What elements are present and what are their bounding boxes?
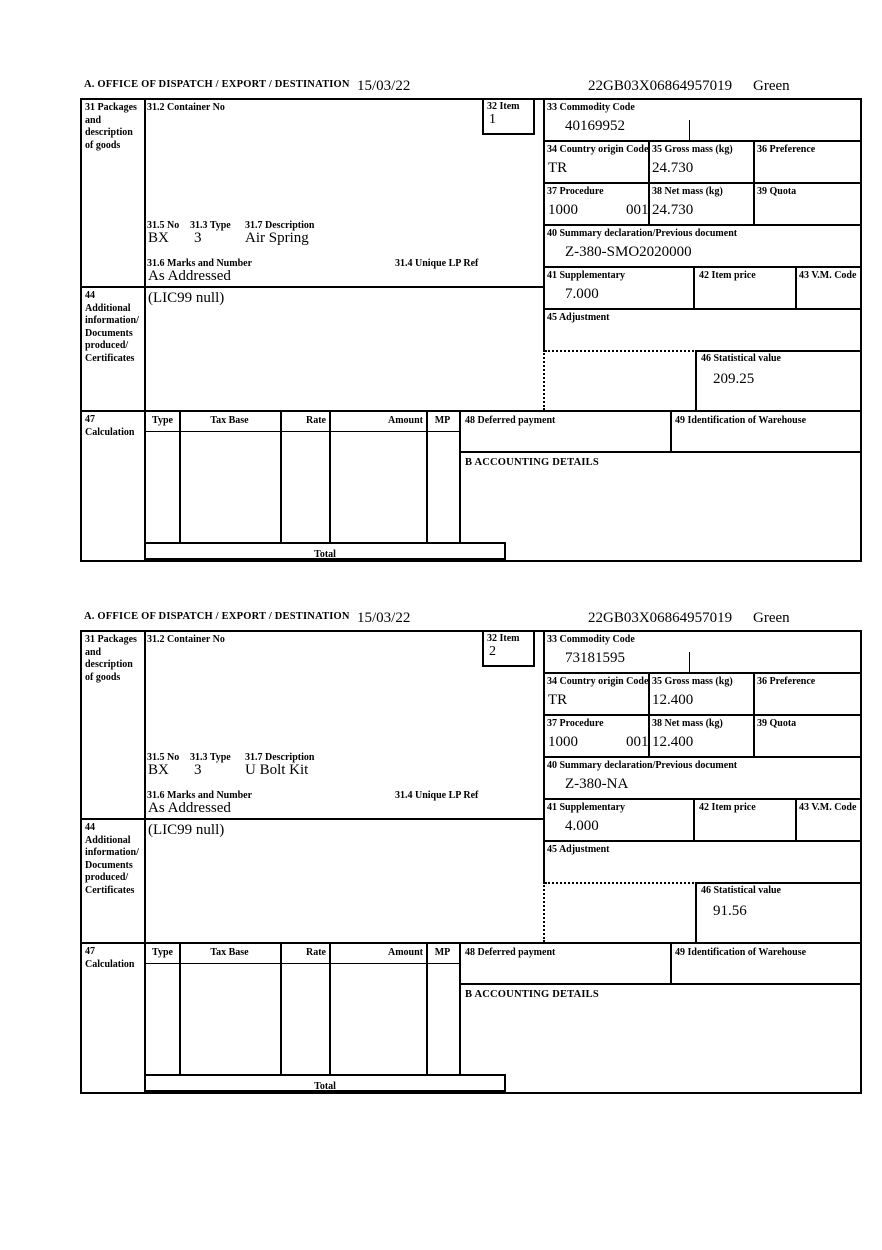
additional-information-value: (LIC99 null) — [148, 822, 225, 838]
package-no-label: 31.5 No — [147, 220, 180, 231]
mrn-value: 22GB03X06864957019 — [588, 78, 733, 94]
commodity-code-label: 33 Commodity Code — [547, 634, 635, 645]
description-value: U Bolt Kit — [245, 762, 309, 778]
label-line: and — [85, 114, 102, 126]
total-label: Total — [314, 549, 336, 560]
label-line: description — [85, 659, 133, 670]
routing-status: Green — [753, 610, 790, 626]
commodity-code-tick — [689, 652, 690, 672]
col-line-35-36 — [753, 140, 755, 224]
supplementary-value: 4.000 — [565, 818, 599, 834]
left-column-divider — [144, 100, 146, 560]
package-no-value: BX — [148, 762, 169, 778]
col-line-41-42 — [693, 266, 695, 308]
calc-col-type: Type — [152, 947, 173, 958]
box44-top-line — [82, 818, 545, 820]
gross-mass-value: 12.400 — [652, 692, 694, 708]
calc-col-mp: MP — [434, 415, 451, 426]
row-line-45 — [543, 840, 860, 842]
office-of-dispatch-label: A. OFFICE OF DISPATCH / EXPORT / DESTINATION — [84, 611, 350, 622]
container-no-label: 31.2 Container No — [147, 102, 225, 113]
box44-additional-info-label — [85, 290, 139, 365]
procedure-value: 1000 — [548, 734, 578, 750]
net-mass-value: 12.400 — [652, 734, 694, 750]
net-mass-value: 24.730 — [652, 202, 694, 218]
box31-packages-label — [85, 102, 137, 152]
label-line: Documents — [85, 859, 133, 871]
mrn-value: 22GB03X06864957019 — [588, 610, 733, 626]
label-line: 31 Packages — [85, 634, 137, 645]
item-label: 32 Item — [487, 101, 520, 112]
supplementary-value: 7.000 — [565, 286, 599, 302]
label-line: Calculation — [85, 426, 135, 438]
col-line-48-49 — [670, 944, 672, 985]
label-line: Certificates — [85, 884, 135, 896]
item-price-label: 42 Item price — [699, 802, 756, 813]
total-label: Total — [314, 1081, 336, 1092]
accounting-top-line — [460, 983, 860, 985]
label-line: produced/ — [85, 872, 129, 883]
calc-total-row — [144, 1074, 506, 1092]
procedure-label: 37 Procedure — [547, 186, 604, 197]
declaration-item-section — [80, 610, 862, 1094]
row-line-45 — [543, 308, 860, 310]
unique-lp-ref-label: 31.4 Unique LP Ref — [395, 258, 479, 269]
gross-mass-value: 24.730 — [652, 160, 694, 176]
quota-label: 39 Quota — [757, 186, 797, 197]
label-line: Certificates — [85, 352, 135, 364]
adjustment-label: 45 Adjustment — [547, 844, 610, 855]
accounting-details-label: B ACCOUNTING DETAILS — [465, 457, 599, 468]
col-line-42-43 — [795, 266, 797, 308]
calc-row-top-line — [82, 410, 860, 412]
description-label: 31.7 Description — [245, 220, 315, 231]
label-line: 47 — [85, 946, 95, 957]
commodity-code-value: 40169952 — [565, 118, 625, 134]
package-no-label: 31.5 No — [147, 752, 180, 763]
country-origin-value: TR — [548, 160, 568, 176]
label-line: of goods — [85, 671, 121, 683]
supplementary-label: 41 Supplementary — [547, 802, 626, 813]
net-mass-label: 38 Net mass (kg) — [652, 718, 723, 729]
label-line: 47 — [85, 414, 95, 425]
item-number-value: 2 — [489, 644, 496, 659]
deferred-payment-label: 48 Deferred payment — [465, 947, 556, 958]
label-line: 44 — [85, 290, 95, 301]
calc-total-row — [144, 542, 506, 560]
dotted-horizontal-divider — [545, 882, 697, 884]
label-line: Calculation — [85, 958, 135, 970]
item-number-box — [482, 100, 535, 135]
calc-header-underline — [146, 963, 461, 964]
accounting-details-label: B ACCOUNTING DETAILS — [465, 989, 599, 1000]
package-type-value: 3 — [194, 762, 202, 778]
package-type-label: 31.3 Type — [190, 752, 231, 763]
country-origin-label: 34 Country origin Code — [547, 144, 649, 155]
item-number-box — [482, 632, 535, 667]
adjustment-label: 45 Adjustment — [547, 312, 610, 323]
item-number-value: 1 — [489, 112, 496, 127]
package-type-value: 3 — [194, 230, 202, 246]
warehouse-id-label: 49 Identification of Warehouse — [675, 415, 807, 426]
description-value: Air Spring — [245, 230, 309, 246]
item-price-label: 42 Item price — [699, 270, 756, 281]
net-mass-label: 38 Net mass (kg) — [652, 186, 723, 197]
calc-header-underline — [146, 431, 461, 432]
label-line: Documents — [85, 327, 133, 339]
unique-lp-ref-label: 31.4 Unique LP Ref — [395, 790, 479, 801]
dotted-horizontal-divider — [545, 350, 697, 352]
calc-col-tax-base: Tax Base — [210, 415, 249, 426]
calc-col-tax-base: Tax Base — [210, 947, 249, 958]
left-column-divider — [144, 632, 146, 1092]
marks-label: 31.6 Marks and Number — [147, 258, 253, 269]
statistical-value: 209.25 — [713, 371, 755, 387]
col-line-42-43 — [795, 798, 797, 840]
calc-row-top-line — [82, 942, 860, 944]
calc-col-mp: MP — [434, 947, 451, 958]
acceptance-date: 15/03/22 — [357, 78, 411, 94]
procedure-value: 1000 — [548, 202, 578, 218]
col-line-35-36 — [753, 672, 755, 756]
commodity-code-label: 33 Commodity Code — [547, 102, 635, 113]
office-of-dispatch-label: A. OFFICE OF DISPATCH / EXPORT / DESTINATION — [84, 79, 350, 90]
warehouse-id-label: 49 Identification of Warehouse — [675, 947, 807, 958]
row-line-40 — [543, 266, 860, 268]
label-line: and — [85, 646, 102, 658]
box31-packages-label — [85, 634, 137, 684]
summary-declaration-label: 40 Summary declaration/Previous document — [547, 228, 738, 239]
description-label: 31.7 Description — [245, 752, 315, 763]
country-origin-label: 34 Country origin Code — [547, 676, 649, 687]
procedure-label: 37 Procedure — [547, 718, 604, 729]
container-no-label: 31.2 Container No — [147, 634, 225, 645]
deferred-payment-label: 48 Deferred payment — [465, 415, 556, 426]
quota-label: 39 Quota — [757, 718, 797, 729]
marks-value: As Addressed — [148, 268, 231, 284]
country-origin-value: TR — [548, 692, 568, 708]
marks-value: As Addressed — [148, 800, 231, 816]
row-line-33 — [543, 672, 860, 674]
procedure-suffix-value: 001 — [626, 734, 649, 750]
row-line-37 — [543, 756, 860, 758]
calc-col-type: Type — [152, 415, 173, 426]
acceptance-date: 15/03/22 — [357, 610, 411, 626]
box44-top-line — [82, 286, 545, 288]
package-no-value: BX — [148, 230, 169, 246]
row-line-40 — [543, 798, 860, 800]
preference-label: 36 Preference — [757, 144, 816, 155]
commodity-code-tick — [689, 120, 690, 140]
commodity-code-value: 73181595 — [565, 650, 625, 666]
label-line: information/ — [85, 315, 139, 326]
declaration-item-section — [80, 78, 862, 562]
row-line-37 — [543, 224, 860, 226]
summary-declaration-value: Z-380-SMO2020000 — [565, 244, 692, 260]
routing-status: Green — [753, 78, 790, 94]
dotted-vertical-divider — [543, 882, 545, 942]
label-line: Additional — [85, 302, 131, 314]
marks-label: 31.6 Marks and Number — [147, 790, 253, 801]
row-line-33 — [543, 140, 860, 142]
item-label: 32 Item — [487, 633, 520, 644]
gross-mass-label: 35 Gross mass (kg) — [652, 676, 733, 687]
calc-col-rate: Rate — [306, 415, 326, 426]
calc-col-amount: Amount — [387, 947, 423, 958]
box47-calculation-label — [85, 946, 134, 971]
box47-calculation-label — [85, 414, 134, 439]
statistical-value-label: 46 Statistical value — [701, 353, 781, 364]
calc-col-rate: Rate — [306, 947, 326, 958]
label-line: 44 — [85, 822, 95, 833]
label-line: 31 Packages — [85, 102, 137, 113]
statistical-value: 91.56 — [713, 903, 747, 919]
label-line: description — [85, 127, 133, 138]
package-type-label: 31.3 Type — [190, 220, 231, 231]
label-line: of goods — [85, 139, 121, 151]
label-line: produced/ — [85, 340, 129, 351]
dotted-vertical-divider — [543, 350, 545, 410]
vm-code-label: 43 V.M. Code — [799, 270, 857, 281]
procedure-suffix-value: 001 — [626, 202, 649, 218]
box44-additional-info-label — [85, 822, 139, 897]
col-line-48-49 — [670, 412, 672, 453]
vm-code-label: 43 V.M. Code — [799, 802, 857, 813]
statistical-value-label: 46 Statistical value — [701, 885, 781, 896]
summary-declaration-value: Z-380-NA — [565, 776, 629, 792]
accounting-top-line — [460, 451, 860, 453]
col-line-41-42 — [693, 798, 695, 840]
preference-label: 36 Preference — [757, 676, 816, 687]
label-line: information/ — [85, 847, 139, 858]
gross-mass-label: 35 Gross mass (kg) — [652, 144, 733, 155]
row-line-34 — [543, 714, 860, 716]
row-line-34 — [543, 182, 860, 184]
calc-col-amount: Amount — [387, 415, 423, 426]
additional-information-value: (LIC99 null) — [148, 290, 225, 306]
summary-declaration-label: 40 Summary declaration/Previous document — [547, 760, 738, 771]
label-line: Additional — [85, 834, 131, 846]
supplementary-label: 41 Supplementary — [547, 270, 626, 281]
